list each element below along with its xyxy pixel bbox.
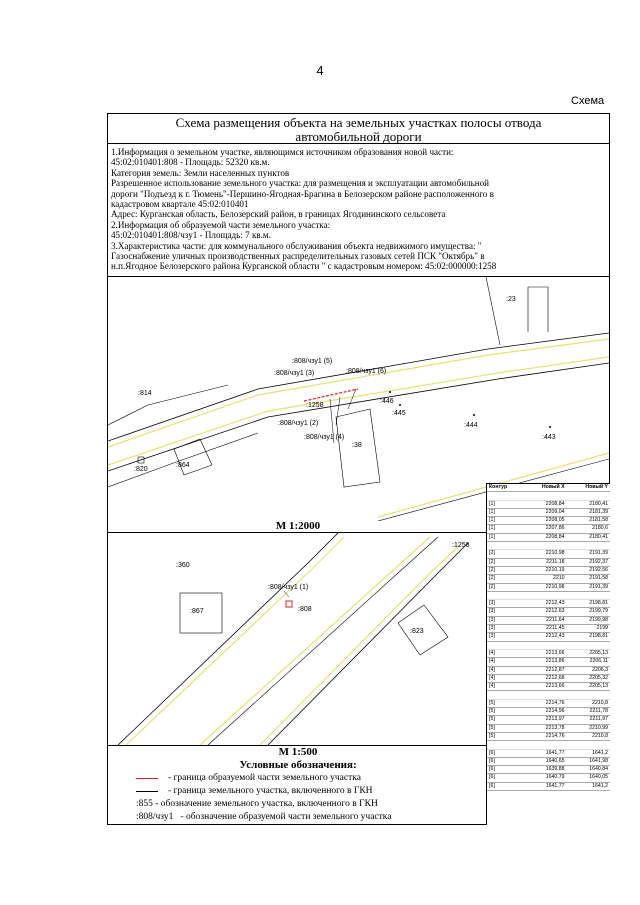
title-line-1: Схема размещения объекта на земельных участках полосы отвода	[175, 115, 542, 130]
scale-label-2: М 1:500	[278, 746, 318, 758]
table-row	[487, 708, 610, 716]
info-line: 45:02:010401:808 - Площадь: 52320 кв.м.	[111, 157, 270, 168]
parcel-label: :1258	[306, 402, 324, 409]
table-row	[487, 766, 610, 774]
legend-text: - граница образуемой части земельного участка	[168, 773, 361, 783]
table-cell: 2206,3	[567, 666, 610, 674]
table-cell: 2211,78	[567, 708, 610, 716]
table-cell: [5]	[487, 699, 523, 707]
table-row	[487, 774, 610, 782]
table-row	[487, 583, 610, 591]
table-row	[487, 633, 610, 641]
point-marker	[549, 426, 551, 428]
info-line: 2.Информация об образуемой части земельного участка:	[111, 219, 331, 230]
table-cell: [6]	[487, 757, 523, 765]
info-line: дороги "Подъезд к г. Тюмень"-Першино-Ягодная-Брагина в Белозерском районе расположенного в	[111, 188, 494, 199]
table-cell: 1641,2	[567, 782, 610, 790]
table-cell: [2]	[487, 550, 523, 558]
info-line: Разрешенное использование земельного участка: для размещения и эксплуатации автомобильной	[111, 178, 490, 189]
table-cell: 1641,98	[567, 757, 610, 765]
parcel-boundary	[486, 277, 500, 345]
table-row	[487, 575, 610, 583]
table-header: Новый X	[523, 484, 566, 492]
parcel-boundary	[118, 533, 338, 745]
leader-line	[336, 397, 340, 425]
table-cell: [2]	[487, 575, 523, 583]
table-cell: 2214,76	[523, 699, 566, 707]
table-cell: [1]	[487, 517, 523, 525]
table-spacer-row	[487, 691, 610, 699]
table-row	[487, 658, 610, 666]
table-cell: 2214,76	[523, 732, 566, 740]
table-spacer-row	[487, 641, 610, 649]
table-cell: 2207,86	[523, 525, 566, 533]
table-row	[487, 625, 610, 633]
parcel-label: :820	[134, 466, 148, 473]
parcel-boundary	[108, 385, 228, 425]
parcel-label: :864	[176, 462, 190, 469]
table-cell: 2211,45	[523, 625, 566, 633]
legend	[136, 772, 391, 824]
table-cell: 2199,98	[567, 616, 610, 624]
table-cell: 2210,98	[523, 550, 566, 558]
table-cell: 2212,43	[523, 600, 566, 608]
table-cell: 2212,87	[523, 666, 566, 674]
legend-text: - обозначение образуемой части земельного участка	[180, 812, 392, 822]
table-cell: [5]	[487, 716, 523, 724]
table-spacer-row	[487, 591, 610, 599]
table-cell: 2191,58	[567, 575, 610, 583]
legend-row-black	[136, 785, 391, 798]
info-line: Категория земель: Земли населенных пунктов	[111, 167, 290, 178]
table-cell: 2198,81	[567, 600, 610, 608]
table-row	[487, 550, 610, 558]
table-cell: 2199,79	[567, 608, 610, 616]
table-cell: 2205,32	[567, 674, 610, 682]
parcel-boundary	[108, 363, 609, 471]
table-cell: 2208,84	[523, 500, 566, 508]
table-row	[487, 749, 610, 757]
table-cell: 2213,78	[523, 724, 566, 732]
table-cell: 2213,97	[523, 716, 566, 724]
table-cell: 2210,98	[523, 583, 566, 591]
table-row	[487, 699, 610, 707]
legend-text: - обозначение земельного участка, включенного в ГКН	[155, 799, 378, 809]
table-row	[487, 757, 610, 765]
table-cell: 1641,2	[567, 749, 610, 757]
parcel-boundary	[208, 537, 438, 745]
table-row	[487, 533, 610, 541]
table-cell: [6]	[487, 774, 523, 782]
parcel-label: :360	[176, 562, 190, 569]
table-row	[487, 558, 610, 566]
road-edge	[200, 537, 430, 745]
red-line-swatch	[136, 778, 158, 779]
table-cell: 2212,68	[523, 674, 566, 682]
table-cell: [1]	[487, 525, 523, 533]
table-cell: [4]	[487, 666, 523, 674]
table-cell: [3]	[487, 600, 523, 608]
table-cell: 2198,81	[567, 633, 610, 641]
table-cell: 1640,79	[523, 774, 566, 782]
gas-part-boundary	[304, 389, 358, 401]
table-cell: 2210,19	[523, 566, 566, 574]
part-label: :808/чзу1 (6)	[346, 368, 387, 375]
table-cell: 2208,84	[523, 533, 566, 541]
table-cell: [6]	[487, 766, 523, 774]
legend-row-red	[136, 772, 391, 785]
info-line: 45:02:010401:808/чзу1 - Площадь: 7 кв.м.	[111, 230, 271, 241]
schema-caption: Схема	[571, 95, 605, 107]
table-cell: 2191,39	[567, 550, 610, 558]
table-cell: [4]	[487, 649, 523, 657]
table-spacer-row	[487, 492, 610, 500]
table-row	[487, 508, 610, 516]
table-row	[487, 600, 610, 608]
table-cell: [2]	[487, 558, 523, 566]
scheme-frame	[107, 113, 610, 825]
parcel-label: :823	[410, 628, 424, 635]
table-row	[487, 616, 610, 624]
part-label: :808/чзу1 (1)	[268, 584, 309, 591]
table-cell: 1640,65	[523, 757, 566, 765]
table-cell: 2181,39	[567, 508, 610, 516]
table-cell: 2210	[523, 575, 566, 583]
info-line: н.п.Ягодное Белозерского района Курганской области " с кадастровым номером: 45:02:000000:1258	[111, 261, 497, 272]
legend-row-855	[136, 798, 391, 811]
table-row	[487, 683, 610, 691]
table-cell: [1]	[487, 508, 523, 516]
table-cell: 2210,8	[567, 699, 610, 707]
table-row	[487, 716, 610, 724]
point-marker	[399, 404, 401, 406]
table-cell: [5]	[487, 732, 523, 740]
table-cell: 2181,58	[567, 517, 610, 525]
table-row	[487, 666, 610, 674]
part-label: :808/чзу1 (5)	[292, 358, 333, 365]
table-cell: [2]	[487, 583, 523, 591]
info-line: 1.Информация о земельном участке, являющимся источником образования новой части:	[111, 147, 454, 157]
legend-row-808	[136, 811, 391, 824]
parcel-label: :446	[380, 398, 394, 405]
road-edge	[260, 545, 460, 745]
table-cell: [6]	[487, 782, 523, 790]
title-line-2: автомобильной дороги	[295, 129, 422, 144]
table-cell: 1641,77	[523, 782, 566, 790]
coordinates-table	[486, 483, 610, 825]
info-line: Адрес: Курганская область, Белозерский район, в границах Ягодининского сельсовета	[111, 209, 446, 220]
table-cell: [4]	[487, 683, 523, 691]
table-row	[487, 782, 610, 790]
black-line-swatch	[136, 791, 158, 792]
table-row	[487, 732, 610, 740]
table-cell: [4]	[487, 658, 523, 666]
info-block	[111, 147, 607, 272]
legend-key: :808/чзу1	[136, 812, 174, 822]
parcel-label: :23	[506, 296, 516, 303]
info-line: Газоснабжение уличных производственных распределительных газовых сетей ПСК "Октябрь" в	[111, 251, 485, 262]
table-cell: [4]	[487, 674, 523, 682]
table-cell: [5]	[487, 708, 523, 716]
parcel-label: :867	[190, 608, 204, 615]
part-label: :808/чзу1 (2)	[278, 420, 319, 427]
table-cell: [3]	[487, 625, 523, 633]
road-edge	[108, 339, 609, 447]
map-detail-drawing	[108, 533, 488, 745]
point-marker	[389, 391, 391, 393]
table-row	[487, 608, 610, 616]
table-header-row	[487, 484, 610, 492]
parcel-label: :444	[464, 422, 478, 429]
table-cell: 2206,11	[567, 658, 610, 666]
table-cell: 2211,18	[523, 558, 566, 566]
table-cell: [2]	[487, 566, 523, 574]
table-cell: 1640,84	[567, 766, 610, 774]
legend-title: Условные обозначения:	[239, 759, 357, 771]
table-cell: [6]	[487, 749, 523, 757]
table-cell: 2205,13	[567, 683, 610, 691]
table-cell: 2211,97	[567, 716, 610, 724]
table-cell: 2210,99	[567, 724, 610, 732]
scale-label-1: М 1:2000	[275, 520, 321, 532]
table-cell: [3]	[487, 616, 523, 624]
map-detail	[108, 532, 488, 746]
table-row	[487, 517, 610, 525]
table-cell: 2212,63	[523, 608, 566, 616]
table-cell: 2212,43	[523, 633, 566, 641]
table-cell: [1]	[487, 533, 523, 541]
parcel-label: :1258	[452, 542, 470, 549]
parcel-boundary	[528, 287, 548, 332]
table-cell: 2192,37	[567, 558, 610, 566]
table-cell: 1641,77	[523, 749, 566, 757]
parcel-boundary	[108, 433, 258, 487]
info-line: 3.Характеристика части: для коммунального обслуживания объекта недвижимого имущества: "	[111, 240, 482, 251]
table-cell: [5]	[487, 724, 523, 732]
table-spacer-row	[487, 741, 610, 749]
table-row	[487, 649, 610, 657]
table-cell: [3]	[487, 608, 523, 616]
parcel-label: :445	[392, 410, 406, 417]
page-number: 4	[316, 63, 324, 78]
table-header: Контур	[487, 484, 523, 492]
table-cell: 2180,6	[567, 525, 610, 533]
legend-key: :855	[136, 799, 153, 809]
parcel-label: :443	[542, 434, 556, 441]
table-cell: 2210,8	[567, 732, 610, 740]
table-cell: [3]	[487, 633, 523, 641]
parcel-boundary	[174, 439, 212, 475]
table-cell: 2213,86	[523, 658, 566, 666]
table-cell: 2213,66	[523, 649, 566, 657]
parcel-label: :814	[138, 390, 152, 397]
info-line: кадастровом квартале 45:02:010401	[111, 199, 249, 210]
table-cell: 2180,41	[567, 533, 610, 541]
parcel-boundary	[268, 543, 468, 745]
part-label: :808/чзу1 (4)	[304, 434, 345, 441]
table-cell: 2211,64	[523, 616, 566, 624]
table-header: Новый Y	[567, 484, 610, 492]
table-cell: 1640,05	[567, 774, 610, 782]
table-spacer-row	[487, 542, 610, 550]
table-cell: [1]	[487, 500, 523, 508]
table-cell: 1639,88	[523, 766, 566, 774]
point-marker	[473, 414, 475, 416]
table-row	[487, 525, 610, 533]
legend-text: - граница земельного участка, включенного в ГКН	[168, 786, 373, 796]
table-cell: 2199	[567, 625, 610, 633]
table-row	[487, 674, 610, 682]
leader-line	[348, 389, 356, 409]
parcel-label: :38	[352, 442, 362, 449]
table-cell: 2192,56	[567, 566, 610, 574]
part-label: :808/чзу1 (3)	[274, 370, 315, 377]
gas-part-boundary	[286, 601, 292, 607]
table-cell: 2205,13	[567, 649, 610, 657]
table-cell: 2214,96	[523, 708, 566, 716]
table-cell: 2180,41	[567, 500, 610, 508]
table-row	[487, 566, 610, 574]
table-cell: 2213,66	[523, 683, 566, 691]
table-row	[487, 500, 610, 508]
table-cell: 2208,05	[523, 517, 566, 525]
table-cell: 2191,39	[567, 583, 610, 591]
parcel-label: :808	[298, 606, 312, 613]
table-row	[487, 724, 610, 732]
scheme-title	[108, 114, 609, 144]
table-cell: 2209,04	[523, 508, 566, 516]
